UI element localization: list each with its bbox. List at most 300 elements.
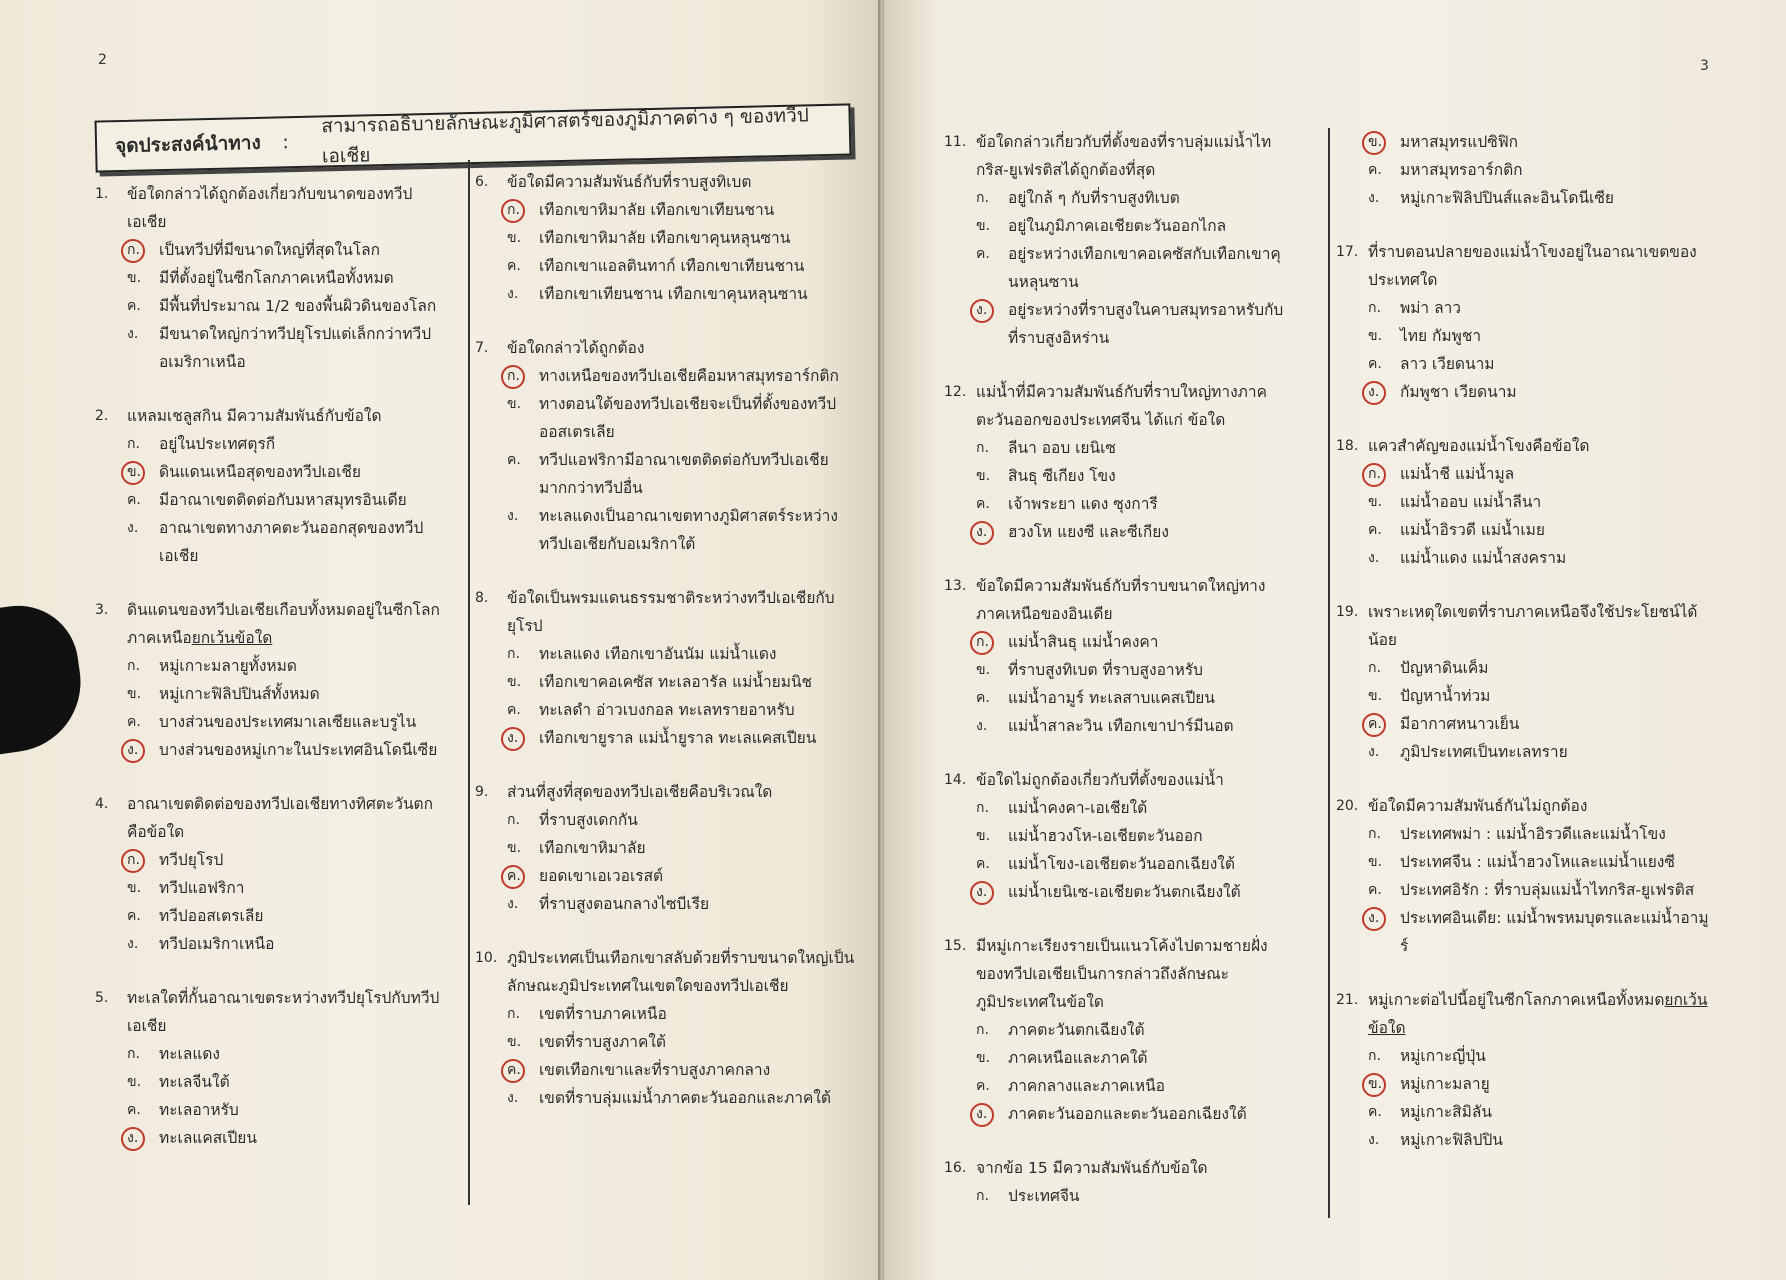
answer-option xyxy=(944,1072,1289,1100)
answer-option xyxy=(95,514,440,570)
option-text: มีอากาศหนาวเย็น xyxy=(1400,715,1520,733)
question-text xyxy=(507,584,855,640)
question-number: 19. xyxy=(1336,604,1359,620)
objective-box xyxy=(95,103,852,172)
answer-option xyxy=(95,874,440,902)
option-letter: ง. xyxy=(507,896,519,912)
answer-option xyxy=(475,1028,855,1056)
option-letter: ค. xyxy=(976,690,990,706)
question-stem xyxy=(95,790,440,846)
option-letter: ค. xyxy=(127,908,141,924)
option-text: เทือกเขายูราล แม่น้ำยูราล ทะเลแคสเปียน xyxy=(539,729,817,747)
option-letter: ข. xyxy=(1368,854,1383,870)
answer-option xyxy=(1336,876,1716,904)
answer-option xyxy=(1336,1070,1716,1098)
answer-option xyxy=(1336,378,1716,406)
option-letter: ข. xyxy=(1368,328,1383,344)
question-number: 5. xyxy=(95,990,109,1006)
option-letter: ข. xyxy=(127,880,142,896)
circled-answer-letter: ก. xyxy=(127,846,159,874)
circled-answer-letter: ข. xyxy=(1368,128,1400,156)
option-letter: ค. xyxy=(1368,162,1382,178)
option-text: หมู่เกาะฟิลิปปินส์ทั้งหมด xyxy=(159,685,320,703)
option-text: บางส่วนของประเทศมาเลเซียและบรูไน xyxy=(159,713,417,731)
option-text: ฮวงโห แยงซี และซีเกียง xyxy=(1008,523,1169,541)
option-letter: ก. xyxy=(127,658,140,674)
question-text-main: อาณาเขตติดต่อของทวีปเอเชียทางทิศตะวันตกคือข้อใด xyxy=(127,795,433,841)
option-letter: ก. xyxy=(507,812,520,828)
answer-option xyxy=(95,1124,440,1152)
option-text: ทางตอนใต้ของทวีปเอเชียจะเป็นที่ตั้งของทวีปออสเตรเลีย xyxy=(539,395,837,441)
answer-option xyxy=(944,462,1289,490)
right-page xyxy=(884,0,1786,1280)
answer-option xyxy=(944,296,1289,352)
option-text: ประเทศอิรัก : ที่ราบลุ่มแม่น้ำไทกริส-ยูเฟรติส xyxy=(1400,881,1695,899)
question-text xyxy=(976,766,1289,794)
question-text xyxy=(1368,792,1716,820)
question-stem xyxy=(475,778,855,806)
option-letter: ก. xyxy=(976,1022,989,1038)
option-letter: ข. xyxy=(507,230,522,246)
answer-option xyxy=(1336,738,1716,766)
option-text: ที่ราบสูงทิเบต ที่ราบสูงอาหรับ xyxy=(1008,661,1203,679)
option-text: แม่น้ำออบ แม่น้ำลีนา xyxy=(1400,493,1542,511)
option-text: เทือกเขาหิมาลัย เทือกเขาคุนหลุนซาน xyxy=(539,229,791,247)
option-letter: ก. xyxy=(976,190,989,206)
question-text xyxy=(127,180,440,236)
answer-option xyxy=(475,446,855,502)
question-number: 7. xyxy=(475,340,489,356)
option-letter: ค. xyxy=(976,246,990,262)
option-text: มหาสมุทรแปซิฟิก xyxy=(1400,133,1519,151)
option-letter: ข. xyxy=(976,468,991,484)
option-letter: ก. xyxy=(507,1006,520,1022)
question-stem xyxy=(944,1154,1289,1182)
answer-option xyxy=(1336,488,1716,516)
option-letter: ข. xyxy=(976,218,991,234)
option-text: มีที่ตั้งอยู่ในซีกโลกภาคเหนือทั้งหมด xyxy=(159,269,394,287)
option-letter: ข. xyxy=(127,686,142,702)
option-text: หมู่เกาะมลายูทั้งหมด xyxy=(159,657,297,675)
option-text: เขตที่ราบลุ่มแม่น้ำภาคตะวันออกและภาคใต้ xyxy=(539,1089,831,1107)
question-text-main: ข้อใดเป็นพรมแดนธรรมชาติระหว่างทวีปเอเชียกับยุโรป xyxy=(507,589,835,635)
option-text: ประเทศอินเดีย: แม่น้ำพรหมบุตรและแม่น้ำอามูร์ xyxy=(1400,909,1709,955)
question-item xyxy=(95,984,440,1152)
circled-answer-letter: ง. xyxy=(507,724,539,752)
option-letter: ง. xyxy=(507,508,519,524)
question-text-main: ข้อใดมีความสัมพันธ์กับที่ราบขนาดใหญ่ทางภาคเหนือของอินเดีย xyxy=(976,577,1266,623)
circled-answer-letter: ค. xyxy=(507,1056,539,1084)
question-text-main: ข้อใดกล่าวได้ถูกต้อง xyxy=(507,339,645,357)
option-text: แม่น้ำเยนิเซ-เอเชียตะวันตกเฉียงใต้ xyxy=(1008,883,1241,901)
question-text xyxy=(976,932,1289,1016)
question-number: 1. xyxy=(95,186,109,202)
question-text-main: ทะเลใดที่กั้นอาณาเขตระหว่างทวีปยุโรปกับทวีปเอเชีย xyxy=(127,989,440,1035)
option-letter: ก. xyxy=(1368,660,1381,676)
option-text: เทือกเขาเทียนชาน เทือกเขาคุนหลุนซาน xyxy=(539,285,808,303)
question-text-main: ข้อใดมีความสัมพันธ์กันไม่ถูกต้อง xyxy=(1368,797,1588,815)
answer-option xyxy=(1336,654,1716,682)
answer-option xyxy=(1336,544,1716,572)
option-text: ที่ราบสูงตอนกลางไซบีเรีย xyxy=(539,895,710,913)
circled-answer-letter: ง. xyxy=(976,1100,1008,1128)
circled-answer-letter: ง. xyxy=(127,1124,159,1152)
answer-option xyxy=(944,1182,1289,1210)
circled-answer-letter: ข. xyxy=(127,458,159,486)
answer-option xyxy=(95,736,440,764)
column-divider xyxy=(1328,128,1330,1218)
answer-option xyxy=(1336,710,1716,738)
option-letter: ค. xyxy=(507,452,521,468)
question-text xyxy=(1368,238,1716,294)
question-text-main: แม่น้ำที่มีความสัมพันธ์กับที่ราบใหญ่ทางภาคตะวันออกของประเทศจีน ได้แก่ ข้อใด xyxy=(976,383,1267,429)
question-text xyxy=(507,944,855,1000)
option-text: เจ้าพระยา แดง ซุงการี xyxy=(1008,495,1158,513)
option-text: แม่น้ำฮวงโห-เอเชียตะวันออก xyxy=(1008,827,1203,845)
option-text: ทวีปแอฟริกามีอาณาเขตติดต่อกับทวีปเอเชียมากกว่าทวีปอื่น xyxy=(539,451,829,497)
option-letter: ง. xyxy=(127,326,139,342)
answer-option xyxy=(95,320,440,376)
question-stem xyxy=(944,128,1289,184)
question-stem xyxy=(944,378,1289,434)
option-text: แม่น้ำสินธุ แม่น้ำคงคา xyxy=(1008,633,1159,651)
option-letter: ก. xyxy=(976,800,989,816)
option-text: เป็นทวีปที่มีขนาดใหญ่ที่สุดในโลก xyxy=(159,241,380,259)
option-letter: ก. xyxy=(976,440,989,456)
question-item xyxy=(475,778,855,918)
option-text: ภาคเหนือและภาคใต้ xyxy=(1008,1049,1148,1067)
answer-option xyxy=(475,834,855,862)
option-text: เทือกเขาหิมาลัย xyxy=(539,839,646,857)
option-text: อยู่ใกล้ ๆ กับที่ราบสูงทิเบต xyxy=(1008,189,1180,207)
option-text: ทางเหนือของทวีปเอเชียคือมหาสมุทรอาร์กติก xyxy=(539,367,839,385)
question-text-main: ข้อใดกล่าวได้ถูกต้องเกี่ยวกับขนาดของทวีปเอเชีย xyxy=(127,185,413,231)
option-text: ภูมิประเทศเป็นทะเลทราย xyxy=(1400,743,1568,761)
question-stem xyxy=(1336,986,1716,1042)
answer-option xyxy=(1336,1098,1716,1126)
question-number: 20. xyxy=(1336,798,1359,814)
question-number: 15. xyxy=(944,938,967,954)
option-letter: ค. xyxy=(1368,522,1382,538)
option-text: เทือกเขาหิมาลัย เทือกเขาเทียนชาน xyxy=(539,201,775,219)
question-column-4 xyxy=(1336,128,1716,1180)
option-text: ทะเลแคสเปียน xyxy=(159,1129,257,1147)
circled-answer-letter: ค. xyxy=(507,862,539,890)
answer-option xyxy=(95,486,440,514)
answer-option xyxy=(1336,820,1716,848)
circled-answer-letter: ก. xyxy=(1368,460,1400,488)
question-column-1 xyxy=(95,180,440,1178)
question-number: 6. xyxy=(475,174,489,190)
option-text: อาณาเขตทางภาคตะวันออกสุดของทวีปเอเชีย xyxy=(159,519,424,565)
option-letter: ข. xyxy=(976,828,991,844)
answer-option xyxy=(944,628,1289,656)
question-number: 2. xyxy=(95,408,109,424)
answer-option xyxy=(1336,682,1716,710)
answer-option xyxy=(944,184,1289,212)
option-letter: ค. xyxy=(507,258,521,274)
answer-option xyxy=(95,680,440,708)
answer-option xyxy=(95,652,440,680)
question-text-emphasis: ยกเว้นข้อใด xyxy=(1368,991,1708,1037)
answer-option xyxy=(95,1096,440,1124)
answer-option xyxy=(1336,350,1716,378)
answer-option xyxy=(95,1068,440,1096)
question-item xyxy=(95,402,440,570)
option-text: ทวีปอเมริกาเหนือ xyxy=(159,935,275,953)
question-text xyxy=(976,572,1289,628)
answer-option xyxy=(1336,184,1716,212)
question-text xyxy=(976,128,1289,184)
question-text xyxy=(507,778,855,806)
circled-answer-letter: ก. xyxy=(507,196,539,224)
question-text-main: ดินแดนของทวีปเอเชียเกือบทั้งหมดอยู่ในซีกโลกภาคเหนือ xyxy=(127,601,440,647)
option-text: แม่น้ำชี แม่น้ำมูล xyxy=(1400,465,1515,483)
left-page xyxy=(0,0,880,1280)
option-letter: ข. xyxy=(507,396,522,412)
question-number: 10. xyxy=(475,950,498,966)
question-text-main: หมู่เกาะต่อไปนี้อยู่ในซีกโลกภาคเหนือทั้งหมด xyxy=(1368,991,1665,1009)
option-letter: ง. xyxy=(127,520,139,536)
answer-option xyxy=(944,1044,1289,1072)
option-text: ทะเลแดงเป็นอาณาเขตทางภูมิศาสตร์ระหว่างทวีปเอเชียกับอเมริกาใต้ xyxy=(539,507,838,553)
question-stem xyxy=(944,766,1289,794)
question-item xyxy=(475,944,855,1112)
option-text: ไทย กัมพูชา xyxy=(1400,327,1482,345)
option-letter: ก. xyxy=(127,1046,140,1062)
question-number: 12. xyxy=(944,384,967,400)
option-letter: ง. xyxy=(976,718,988,734)
question-text xyxy=(127,596,440,652)
option-text: ภาคตะวันตกเฉียงใต้ xyxy=(1008,1021,1145,1039)
option-text: มีพื้นที่ประมาณ 1/2 ของพื้นผิวดินของโลก xyxy=(159,297,437,315)
question-number: 13. xyxy=(944,578,967,594)
answer-option xyxy=(475,252,855,280)
option-letter: ค. xyxy=(127,492,141,508)
answer-option xyxy=(475,224,855,252)
question-stem xyxy=(475,168,855,196)
question-text-emphasis: ยกเว้นข้อใด xyxy=(191,629,273,647)
question-stem xyxy=(1336,598,1716,654)
objective-text: สามารถอธิบายลักษณะภูมิศาสตร์ของภูมิภาคต่าง ๆ ของทวีปเอเชีย xyxy=(321,104,810,168)
option-text: ทวีปออสเตรเลีย xyxy=(159,907,264,925)
question-text-main: เพราะเหตุใดเขตที่ราบภาคเหนือจึงใช้ประโยชน์ได้น้อย xyxy=(1368,603,1698,649)
circled-answer-letter: ก. xyxy=(507,362,539,390)
question-stem xyxy=(95,596,440,652)
answer-option xyxy=(475,668,855,696)
answer-option xyxy=(475,696,855,724)
circled-answer-letter: ก. xyxy=(127,236,159,264)
answer-option xyxy=(1336,516,1716,544)
option-letter: ข. xyxy=(1368,494,1383,510)
option-letter: ค. xyxy=(976,856,990,872)
answer-option xyxy=(475,806,855,834)
answer-option xyxy=(1336,848,1716,876)
answer-option xyxy=(944,434,1289,462)
answer-option xyxy=(944,822,1289,850)
question-number: 4. xyxy=(95,796,109,812)
question-number: 9. xyxy=(475,784,489,800)
option-text: กัมพูชา เวียดนาม xyxy=(1400,383,1517,401)
question-text xyxy=(507,334,855,362)
option-letter: ค. xyxy=(127,1102,141,1118)
column-divider xyxy=(468,160,470,1205)
option-text: มหาสมุทรอาร์กติก xyxy=(1400,161,1523,179)
question-item xyxy=(1336,238,1716,406)
option-letter: ค. xyxy=(1368,1104,1382,1120)
option-letter: ข. xyxy=(507,1034,522,1050)
option-letter: ค. xyxy=(976,496,990,512)
option-text: หมู่เกาะฟิลิปปิน xyxy=(1400,1131,1503,1149)
question-number: 16. xyxy=(944,1160,967,1176)
question-text-main: ข้อใดมีความสัมพันธ์กับที่ราบสูงทิเบต xyxy=(507,173,752,191)
answer-option xyxy=(944,490,1289,518)
option-letter: ค. xyxy=(1368,356,1382,372)
answer-option xyxy=(475,1084,855,1112)
circled-answer-letter: ก. xyxy=(976,628,1008,656)
option-letter: ค. xyxy=(1368,882,1382,898)
option-text: ลาว เวียดนาม xyxy=(1400,355,1495,373)
answer-option xyxy=(1336,156,1716,184)
option-letter: ง. xyxy=(1368,744,1380,760)
option-letter: ง. xyxy=(127,936,139,952)
option-letter: ง. xyxy=(507,286,519,302)
answer-option xyxy=(475,724,855,752)
answer-option xyxy=(944,1016,1289,1044)
question-stem xyxy=(95,180,440,236)
question-item xyxy=(944,378,1289,546)
answer-option xyxy=(944,794,1289,822)
option-letter: ง. xyxy=(1368,190,1380,206)
option-text: อยู่ระหว่างเทือกเขาคอเคซัสกับเทือกเขาคุนหลุนซาน xyxy=(1008,245,1281,291)
question-item xyxy=(944,932,1289,1128)
answer-option xyxy=(1336,1042,1716,1070)
circled-answer-letter: ง. xyxy=(127,736,159,764)
answer-option xyxy=(944,850,1289,878)
question-stem xyxy=(475,334,855,362)
question-stem xyxy=(95,402,440,430)
option-text: สินธุ ซีเกียง โขง xyxy=(1008,467,1116,485)
option-text: ภาคตะวันออกและตะวันออกเฉียงใต้ xyxy=(1008,1105,1247,1123)
option-text: ทวีปแอฟริกา xyxy=(159,879,245,897)
answer-option xyxy=(475,640,855,668)
option-letter: ง. xyxy=(1368,1132,1380,1148)
option-text: ทะเลแดง เทือกเขาอันนัม แม่น้ำแดง xyxy=(539,645,777,663)
option-letter: ก. xyxy=(1368,1048,1381,1064)
answer-option xyxy=(95,292,440,320)
question-item xyxy=(1336,128,1716,212)
option-letter: ข. xyxy=(507,674,522,690)
question-number: 17. xyxy=(1336,244,1359,260)
question-column-2 xyxy=(475,168,855,1138)
circled-answer-letter: ง. xyxy=(1368,904,1400,960)
answer-option xyxy=(944,1100,1289,1128)
option-letter: ก. xyxy=(1368,826,1381,842)
option-text: ประเทศพม่า : แม่น้ำอิรวดีและแม่น้ำโขง xyxy=(1400,825,1666,843)
answer-option xyxy=(475,862,855,890)
answer-option xyxy=(475,362,855,390)
option-text: เทือกเขาแอลตินทาก์ เทือกเขาเทียนชาน xyxy=(539,257,805,275)
answer-option xyxy=(1336,1126,1716,1154)
option-text: ประเทศจีน : แม่น้ำฮวงโหและแม่น้ำแยงซี xyxy=(1400,853,1675,871)
question-item xyxy=(95,790,440,958)
question-text xyxy=(127,984,440,1040)
option-letter: ข. xyxy=(127,270,142,286)
answer-option xyxy=(475,280,855,308)
option-letter: ข. xyxy=(127,1074,142,1090)
circled-answer-letter: ข. xyxy=(1368,1070,1400,1098)
option-letter: ข. xyxy=(976,1050,991,1066)
answer-option xyxy=(1336,294,1716,322)
option-text: ทะเลจีนใต้ xyxy=(159,1073,230,1091)
option-text: ทวีปยุโรป xyxy=(159,851,224,869)
question-stem xyxy=(1336,238,1716,294)
question-text xyxy=(1368,432,1716,460)
answer-option xyxy=(1336,128,1716,156)
question-item xyxy=(944,766,1289,906)
answer-option xyxy=(1336,322,1716,350)
circled-answer-letter: ง. xyxy=(976,878,1008,906)
option-letter: ข. xyxy=(976,662,991,678)
answer-option xyxy=(1336,460,1716,488)
binder-clip-shadow xyxy=(0,598,90,757)
answer-option xyxy=(95,430,440,458)
option-text: มีอาณาเขตติดต่อกับมหาสมุทรอินเดีย xyxy=(159,491,407,509)
option-letter: ก. xyxy=(507,646,520,662)
question-stem xyxy=(95,984,440,1040)
option-text: หมู่เกาะญี่ปุ่น xyxy=(1400,1047,1486,1065)
option-text: ทะเลแดง xyxy=(159,1045,220,1063)
option-text: แม่น้ำอามูร์ ทะเลสาบแคสเปียน xyxy=(1008,689,1215,707)
option-text: แม่น้ำแดง แม่น้ำสงคราม xyxy=(1400,549,1567,567)
answer-option xyxy=(944,712,1289,740)
question-stem xyxy=(944,932,1289,1016)
answer-option xyxy=(944,684,1289,712)
option-text: หมู่เกาะสิมิลัน xyxy=(1400,1103,1492,1121)
option-text: เขตที่ราบภาคเหนือ xyxy=(539,1005,667,1023)
answer-option xyxy=(1336,904,1716,960)
answer-option xyxy=(475,1056,855,1084)
question-item xyxy=(475,334,855,558)
option-text: หมู่เกาะฟิลิปปินส์และอินโดนีเซีย xyxy=(1400,189,1614,207)
option-letter: ค. xyxy=(127,298,141,314)
option-text: แม่น้ำคงคา-เอเชียใต้ xyxy=(1008,799,1148,817)
question-text-main: จากข้อ 15 มีความสัมพันธ์กับข้อใด xyxy=(976,1159,1208,1177)
circled-answer-letter: ง. xyxy=(976,518,1008,546)
question-text xyxy=(1368,986,1716,1042)
option-text: พม่า ลาว xyxy=(1400,299,1461,317)
option-text: ทะเลดำ อ่าวเบงกอล ทะเลทรายอาหรับ xyxy=(539,701,795,719)
question-stem xyxy=(475,944,855,1000)
question-item xyxy=(95,596,440,764)
question-item xyxy=(475,168,855,308)
question-text-main: แควสำคัญของแม่น้ำโขงคือข้อใด xyxy=(1368,437,1590,455)
question-text-main: ส่วนที่สูงที่สุดของทวีปเอเชียคือบริเวณใด xyxy=(507,783,773,801)
option-text: แม่น้ำสาละวิน เทือกเขาปาร์มีนอต xyxy=(1008,717,1234,735)
question-text-main: ข้อใดไม่ถูกต้องเกี่ยวกับที่ตั้งของแม่น้ำ xyxy=(976,771,1224,789)
answer-option xyxy=(944,212,1289,240)
page-number-right: 3 xyxy=(1700,58,1709,74)
option-letter: ก. xyxy=(127,436,140,452)
answer-option xyxy=(95,846,440,874)
question-item xyxy=(944,1154,1289,1210)
option-letter: ก. xyxy=(976,1188,989,1204)
answer-option xyxy=(95,708,440,736)
option-text: อยู่ระหว่างที่ราบสูงในคาบสมุทรอาหรับกับที่ราบสูงอิหร่าน xyxy=(1008,301,1284,347)
answer-option xyxy=(95,902,440,930)
question-number: 21. xyxy=(1336,992,1359,1008)
question-text-main: มีหมู่เกาะเรียงรายเป็นแนวโค้งไปตามชายฝั่งของทวีปเอเชียเป็นการกล่าวถึงลักษณะภูมิประเทศในข้อใด xyxy=(976,937,1268,1011)
